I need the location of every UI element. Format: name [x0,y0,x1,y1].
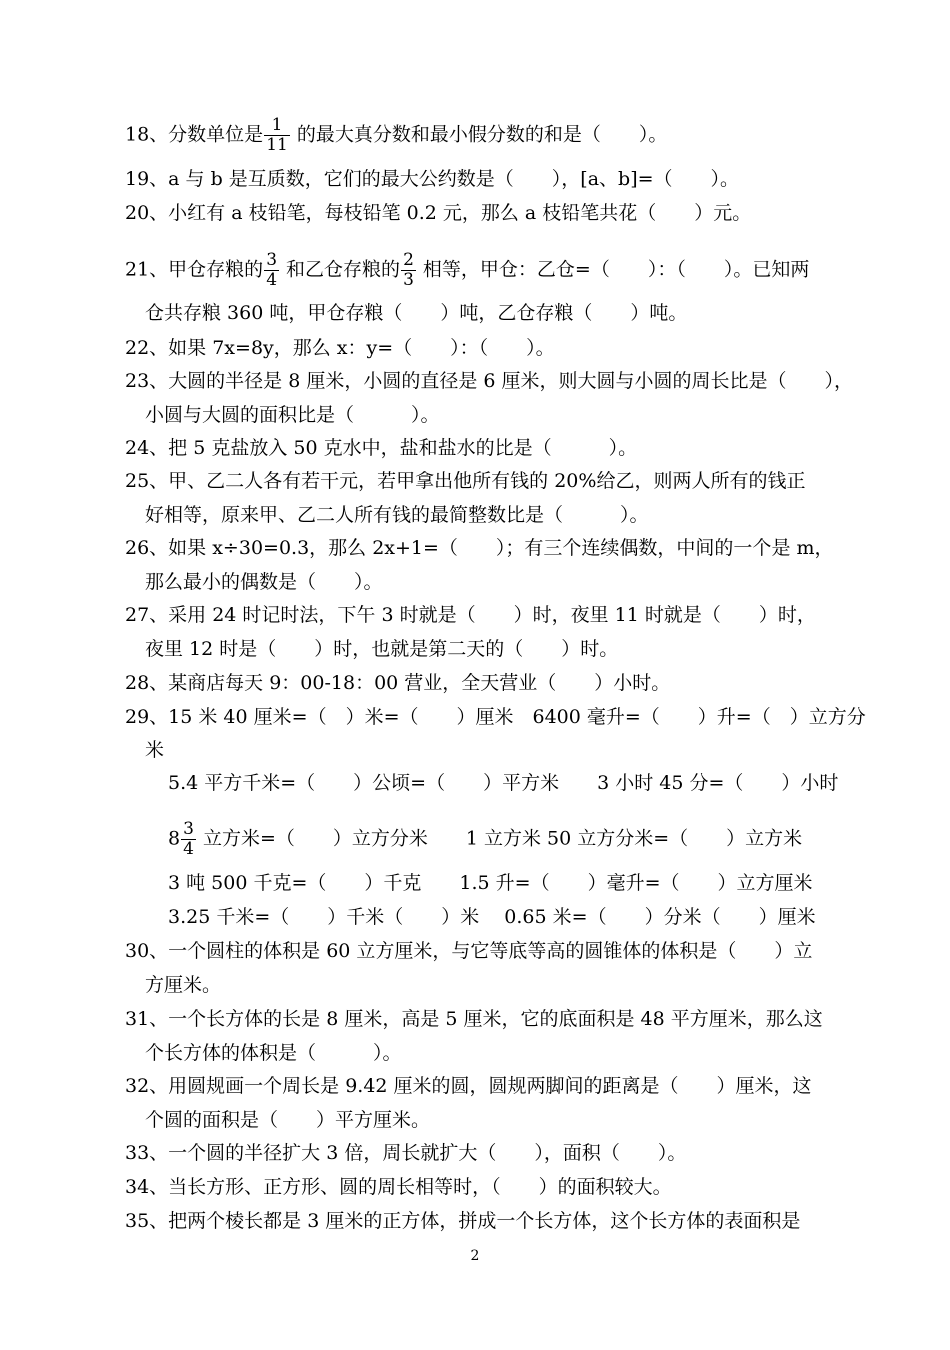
question-text: 34、当长方形、正方形、圆的周长相等时，（ ）的面积较大。 [125,1176,672,1198]
question-text: 8 [168,827,181,850]
page-number: 2 [470,1248,480,1264]
question-line-q20 [0,200,950,226]
question-text: 25、甲、乙二人各有若干元，若甲拿出他所有钱的 20%给乙，则两人所有的钱正 [125,470,806,492]
question-line-q33 [0,1140,950,1166]
fraction [401,251,416,290]
question-line-q27 [0,602,950,628]
question-line-q29d [0,820,950,859]
question-line-q21 [0,251,950,290]
question-line-q25b [0,502,950,528]
fraction-numerator: 2 [403,250,414,270]
question-text: 28、某商店每天 9：00-18：00 营业，全天营业（ ）小时。 [125,672,671,694]
question-text: 相等，甲仓：乙仓=（ ）：（ ）。已知两 [416,258,810,281]
question-line-q35 [0,1208,950,1234]
question-text: 24、把 5 克盐放入 50 克水中，盐和盐水的比是（ ）。 [125,437,638,459]
question-text: 33、一个圆的半径扩大 3 倍，周长就扩大（ ），面积（ ）。 [125,1142,687,1164]
question-line-q27b [0,636,950,662]
question-line-q19 [0,166,950,192]
question-text: 小圆与大圆的面积比是（ ）。 [145,404,440,426]
question-text: 29、15 米 40 厘米=（ ）米=（ ）厘米 6400 毫升=（ ）升=（ ）立方分 [125,706,866,728]
question-line-q32b [0,1107,950,1133]
question-line-q26b [0,569,950,595]
question-text: 19、a 与 b 是互质数，它们的最大公约数是（ ），[a、b]=（ ）。 [125,168,740,190]
fraction [264,116,290,155]
fraction [181,820,196,859]
question-text: 3 吨 500 千克=（ ）千克 1.5 升=（ ）毫升=（ ）立方厘米 [168,872,813,894]
question-text: 米 [145,739,165,761]
fraction-numerator: 3 [183,819,194,839]
question-line-q29 [0,704,950,730]
question-line-q30 [0,938,950,964]
fraction-denominator: 11 [266,135,288,155]
fraction-denominator: 4 [266,270,278,290]
question-line-q29e [0,870,950,896]
question-text: 好相等，原来甲、乙二人所有钱的最简整数比是（ ）。 [145,504,649,526]
question-text: 5.4 平方千米=（ ）公顷=（ ）平方米 3 小时 45 分=（ ）小时 [168,772,839,794]
question-text: 31、一个长方体的长是 8 厘米，高是 5 厘米，它的底面积是 48 平方厘米，那么这 [125,1008,823,1030]
question-text: 那么最小的偶数是（ ）。 [145,571,383,593]
question-line-q28 [0,670,950,696]
fraction-numerator: 3 [266,250,278,270]
question-text: 20、小红有 a 枝铅笔，每枝铅笔 0.2 元，那么 a 枝铅笔共花（ ）元。 [125,202,752,224]
question-text: 的最大真分数和最小假分数的和是（ ）。 [290,123,668,146]
question-text: 27、采用 24 时记时法，下午 3 时就是（ ）时，夜里 11 时就是（ ）时， [125,604,816,626]
question-line-q30b [0,972,950,998]
question-text: 30、一个圆柱的体积是 60 立方厘米，与它等底等高的圆锥体的体积是（ ）立 [125,940,813,962]
question-text: 23、大圆的半径是 8 厘米，小圆的直径是 6 厘米，则大圆与小圆的周长比是（ ）， [125,370,854,392]
fraction [264,251,279,290]
question-text: 21、甲仓存粮的 [125,258,264,281]
question-line-q24 [0,435,950,461]
question-line-q29f [0,904,950,930]
question-line-q26 [0,535,950,561]
question-line-q22 [0,335,950,361]
question-line-q31 [0,1006,950,1032]
question-text: 3.25 千米=（ ）千米（ ）米 0.65 米=（ ）分米（ ）厘米 [168,906,816,928]
question-line-q21b [0,300,950,326]
question-line-q29c [0,770,950,796]
question-text: 仓共存粮 360 吨，甲仓存粮（ ）吨，乙仓存粮（ ）吨。 [145,302,688,324]
question-text: 和乙仓存粮的 [280,258,401,281]
question-line-q29b [0,737,950,763]
question-line-q23b [0,402,950,428]
question-line-q23 [0,368,950,394]
fraction-denominator: 4 [183,839,194,859]
question-text: 35、把两个棱长都是 3 厘米的正方体，拼成一个长方体，这个长方体的表面积是 [125,1210,801,1232]
question-line-q18 [0,116,950,155]
question-text: 方厘米。 [145,974,222,996]
question-text: 个长方体的体积是（ ）。 [145,1042,402,1064]
fraction-denominator: 3 [403,270,414,290]
question-line-q31b [0,1040,950,1066]
question-text: 26、如果 x÷30=0.3，那么 2x+1=（ ）；有三个连续偶数，中间的一个是 m， [125,537,834,559]
fraction-numerator: 1 [264,116,290,136]
question-text: 32、用圆规画一个周长是 9.42 厘米的圆，圆规两脚间的距离是（ ）厘米，这 [125,1075,812,1097]
question-text: 夜里 12 时是（ ）时，也就是第二天的（ ）时。 [145,638,619,660]
question-text: 立方米=（ ）立方分米 1 立方米 50 立方分米=（ ）立方米 [196,827,803,850]
question-text: 个圆的面积是（ ）平方厘米。 [145,1109,431,1131]
question-line-q34 [0,1174,950,1200]
question-text: 18、分数单位是 [125,123,264,146]
question-line-q32 [0,1073,950,1099]
question-text: 22、如果 7x=8y，那么 x：y=（ ）：（ ）。 [125,337,555,359]
question-line-q25 [0,468,950,494]
